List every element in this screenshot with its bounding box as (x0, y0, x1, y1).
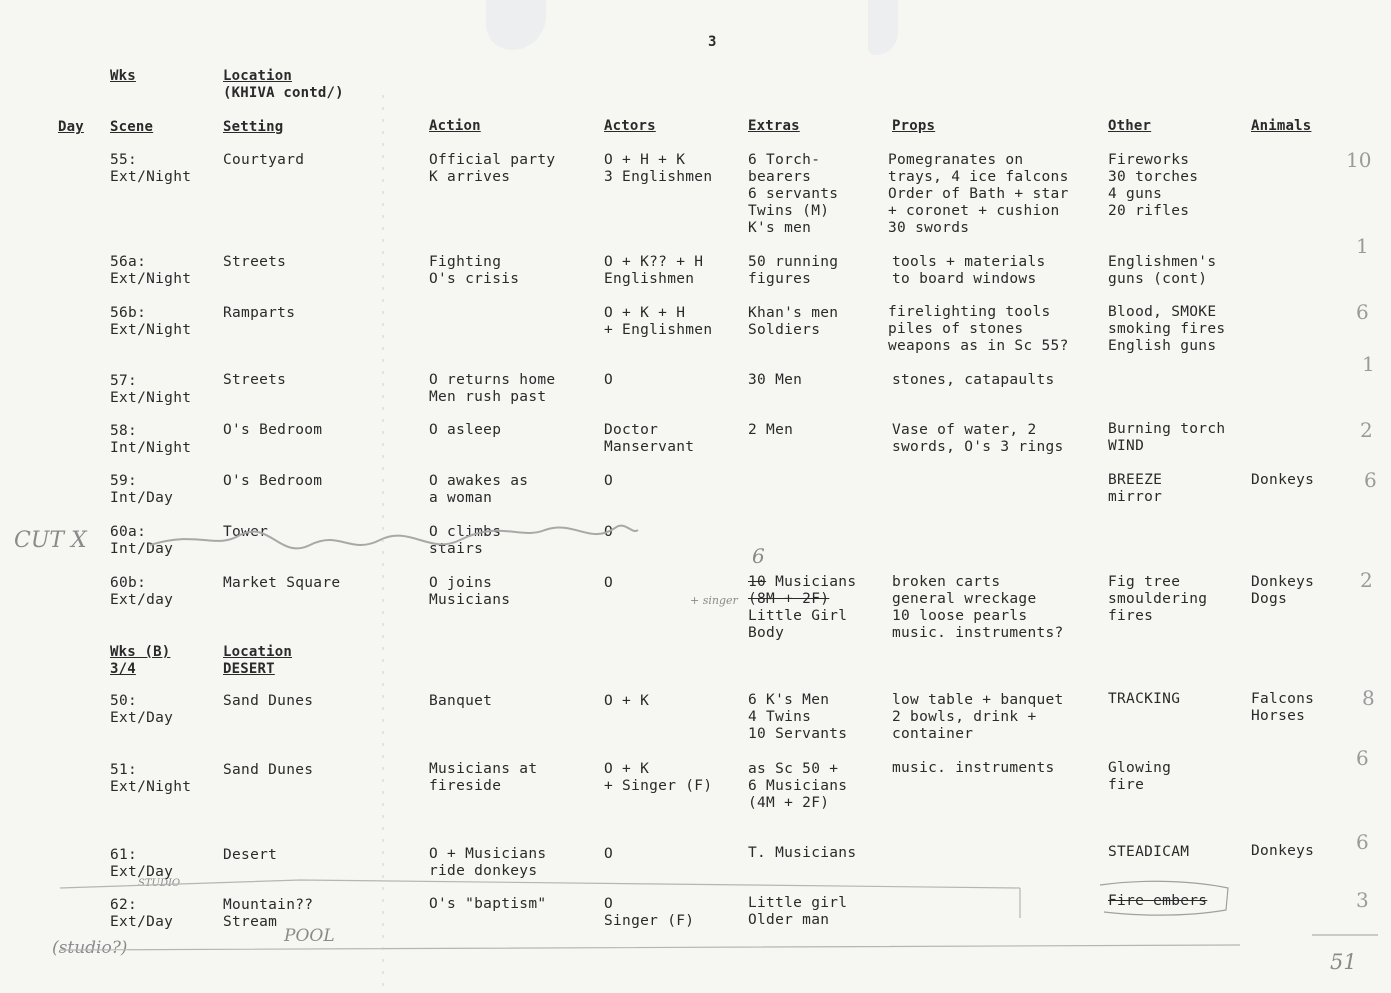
row-50-scene: 50: Ext/Day (110, 693, 174, 726)
row-56a-setting: Streets (223, 254, 287, 270)
row-50-animals: Falcons Horses (1251, 691, 1315, 724)
row-51-action: Musicians at fireside (429, 761, 538, 794)
row-62-margin: 3 (1356, 888, 1369, 912)
row-56b-scene: 56b: Ext/Night (110, 305, 192, 338)
row-57-action: O returns home Men rush past (429, 372, 556, 405)
row-58-actors: Doctor Manservant (604, 422, 695, 455)
row-56b-extras: Khan's men Soldiers (748, 305, 839, 338)
row-57-setting: Streets (223, 372, 287, 388)
row-60b-extras: Little Girl Body (748, 608, 848, 641)
col-actors: Actors (604, 118, 656, 134)
row-57-margin: 1 (1362, 352, 1375, 376)
row-60b-action: O joins Musicians (429, 575, 511, 608)
row-61-other: STEADICAM (1108, 844, 1190, 860)
row-56b-actors: O + K + H + Englishmen (604, 305, 713, 338)
row-61-scene: 61: Ext/Day (110, 847, 174, 880)
header-location-sub: (KHIVA contd/) (223, 85, 344, 101)
row-56b-props: firelighting tools piles of stones weapons as in Sc 55? (888, 304, 1069, 354)
col-scene: Scene (110, 119, 154, 135)
row-61-extras: T. Musicians (748, 845, 857, 861)
row-58-action: O asleep (429, 422, 502, 438)
col-other: Other (1108, 118, 1152, 134)
row-58-other: Burning torch WIND (1108, 421, 1226, 454)
row-62-action: O's "baptism" (429, 896, 547, 912)
col-extras: Extras (748, 118, 800, 134)
row-60b-props: broken carts general wreckage 10 loose pearls music. instruments? (892, 574, 1064, 641)
col-props: Props (892, 118, 936, 134)
row-61-action: O + Musicians ride donkeys (429, 846, 547, 879)
row-60b-other: Fig tree smouldering fires (1108, 574, 1208, 624)
row-50-actors: O + K (604, 693, 650, 709)
row-62-extras: Little girl Older man (748, 895, 848, 928)
row-59-actors: O (604, 473, 614, 489)
row-61-setting: Desert (223, 847, 278, 863)
header-location: Location (223, 68, 293, 84)
section-b-location: Location (223, 644, 293, 660)
row-51-scene: 51: Ext/Night (110, 762, 192, 795)
row-60b-extras-line1-rest: Musicians (766, 574, 857, 590)
row-57-scene: 57: Ext/Night (110, 373, 192, 406)
row-60b-setting: Market Square (223, 575, 341, 591)
col-action: Action (429, 118, 481, 134)
row-56a-other: Englishmen's guns (cont) (1108, 254, 1217, 287)
row-61-margin: 6 (1356, 830, 1369, 854)
row-55-props: Pomegranates on trays, 4 ice falcons Order of Bath + star + coronet + cushion 30 swords (888, 152, 1069, 236)
row-55-other: Fireworks 30 torches 4 guns 20 rifles (1108, 152, 1199, 219)
row-51-margin: 6 (1356, 746, 1369, 770)
row-57-extras: 30 Men (748, 372, 803, 388)
row-60a-actors: O (604, 524, 614, 540)
row-60b-scene: 60b: Ext/day (110, 575, 174, 608)
handwritten-studio-note: STUDIO (138, 878, 181, 889)
row-60b-extras-struck-count: 10 (748, 574, 767, 590)
row-62-box (60, 880, 1240, 950)
handwritten-studio-question: (studio?) (52, 938, 128, 958)
section-b-wks: Wks (B) (110, 644, 171, 660)
row-60b-actors: O (604, 575, 614, 591)
row-62-scene: 62: Ext/Day (110, 897, 174, 930)
row-55-margin: 10 (1346, 148, 1372, 172)
row-58-margin: 2 (1360, 418, 1373, 442)
row-60b-margin: 2 (1360, 568, 1373, 592)
row-51-props: music. instruments (892, 760, 1055, 776)
row-50-action: Banquet (429, 693, 493, 709)
row-50-other: TRACKING (1108, 691, 1181, 707)
cut-squiggle (150, 526, 638, 549)
row-50-props: low table + banquet 2 bowls, drink + container (892, 692, 1064, 742)
page-number: 3 (708, 34, 717, 50)
handwritten-pool-note: POOL (284, 926, 335, 946)
row-61-actors: O (604, 846, 614, 862)
row-59-other: BREEZE mirror (1108, 472, 1163, 505)
row-55-extras: 6 Torch- bearers 6 servants Twins (M) K's men (748, 152, 839, 236)
row-56a-extras: 50 running figures (748, 254, 839, 287)
handwritten-cut-note: CUT X (14, 528, 87, 553)
handwritten-total: 51 (1330, 950, 1357, 974)
row-59-margin: 6 (1364, 468, 1377, 492)
section-b-wks-number: 3/4 (110, 661, 136, 677)
row-56b-setting: Ramparts (223, 305, 296, 321)
row-55-actors: O + H + K 3 Englishmen (604, 152, 713, 185)
header-wks: Wks (110, 68, 136, 84)
row-55-setting: Courtyard (223, 152, 305, 168)
row-56b-margin: 6 (1356, 300, 1369, 324)
row-58-extras: 2 Men (748, 422, 794, 438)
row-59-animals: Donkeys (1251, 472, 1315, 488)
row-51-extras: as Sc 50 + 6 Musicians (4M + 2F) (748, 761, 848, 811)
row-50-setting: Sand Dunes (223, 693, 314, 709)
row-58-props: Vase of water, 2 swords, O's 3 rings (892, 422, 1064, 455)
row-55-scene: 55: Ext/Night (110, 152, 192, 185)
row-60b-extras-struck-split: (8M + 2F) (748, 591, 830, 607)
row-58-setting: O's Bedroom (223, 422, 323, 438)
row-56a-action: Fighting O's crisis (429, 254, 520, 287)
row-60a-setting: Tower (223, 524, 269, 540)
col-setting: Setting (223, 119, 284, 135)
section-b-location-name: DESERT (223, 661, 275, 677)
row-50-extras: 6 K's Men 4 Twins 10 Servants (748, 692, 848, 742)
row-56a-actors: O + K?? + H Englishmen (604, 254, 704, 287)
row-62-actors: O Singer (F) (604, 896, 695, 929)
row-51-actors: O + K + Singer (F) (604, 761, 713, 794)
row-56a-props: tools + materials to board windows (892, 254, 1046, 287)
row-56b-other: Blood, SMOKE smoking fires English guns (1108, 304, 1226, 354)
row-62-setting: Mountain?? Stream (223, 897, 314, 930)
row-58-scene: 58: Int/Night (110, 423, 192, 456)
row-61-animals: Donkeys (1251, 843, 1315, 859)
col-animals: Animals (1251, 118, 1312, 134)
row-60b-animals: Donkeys Dogs (1251, 574, 1315, 607)
handwritten-singer-note: + singer (690, 594, 738, 607)
row-60a-action: O climbs stairs (429, 524, 502, 557)
row-57-props: stones, catapaults (892, 372, 1055, 388)
row-56a-scene: 56a: Ext/Night (110, 254, 192, 287)
row-55-action: Official party K arrives (429, 152, 556, 185)
fire-embers-box (1100, 881, 1228, 915)
row-50-margin: 8 (1362, 686, 1375, 710)
row-62-other: Fire embers (1108, 893, 1208, 909)
handwritten-six: 6 (752, 544, 765, 568)
row-59-setting: O's Bedroom (223, 473, 323, 489)
row-57-actors: O (604, 372, 614, 388)
row-59-action: O awakes as a woman (429, 473, 529, 506)
col-day: Day (58, 119, 84, 135)
row-51-other: Glowing fire (1108, 760, 1172, 793)
row-51-setting: Sand Dunes (223, 762, 314, 778)
row-56a-margin: 1 (1356, 234, 1369, 258)
row-59-scene: 59: Int/Day (110, 473, 174, 506)
row-60a-scene: 60a: Int/Day (110, 524, 174, 557)
